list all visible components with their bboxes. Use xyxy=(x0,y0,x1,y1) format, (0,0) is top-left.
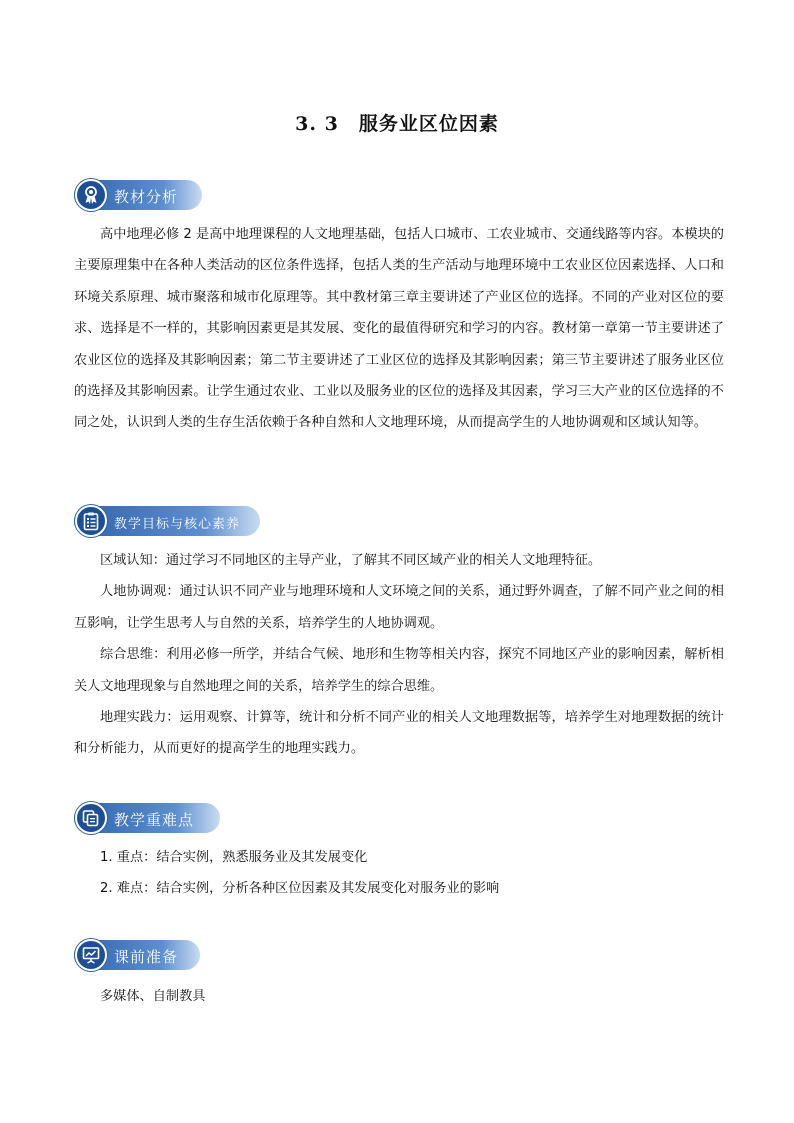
presentation-board-icon xyxy=(75,939,107,971)
section-heading-label: 教材分析 xyxy=(114,188,179,206)
section-heading-label: 教学重难点 xyxy=(114,811,195,829)
paragraph: 人地协调观：通过认识不同产业与地理环境和人文环境之间的关系，通过野外调查，了解不同产业之间的相互影响，让学生思考人与自然的关系，培养学生的人地协调观。 xyxy=(74,584,724,631)
clipboard-checklist-icon xyxy=(75,505,107,537)
section-heading xyxy=(74,803,724,837)
paragraph: 区域认知：通过学习不同地区的主导产业，了解其不同区域产业的相关人文地理特征。 xyxy=(100,553,602,568)
award-ribbon-icon xyxy=(75,179,107,211)
section-heading xyxy=(74,506,724,540)
section-badge xyxy=(74,940,200,970)
section-class-preparation xyxy=(74,940,724,1004)
section-body xyxy=(74,545,724,765)
paragraph: 多媒体、自制教具 xyxy=(100,989,206,1004)
page-title: 3. 3 服务业区位因素 xyxy=(295,113,499,135)
list-item: 1. 重点：结合实例，熟悉服务业及其发展变化 xyxy=(100,850,368,865)
section-heading-label: 课前准备 xyxy=(114,948,179,966)
section-heading xyxy=(74,180,724,214)
section-body xyxy=(74,219,724,439)
section-body xyxy=(74,981,724,1012)
section-textbook-analysis xyxy=(74,180,724,431)
section-badge xyxy=(74,180,202,210)
paragraph: 综合思维：利用必修一所学，并结合气候、地形和生物等相关内容，探究不同地区产业的影响因素，解析相关人文地理现象与自然地理之间的关系，培养学生的综合思维。 xyxy=(74,647,724,694)
section-key-difficulties xyxy=(74,803,724,897)
paragraph: 地理实践力：运用观察、计算等，统计和分析不同产业的相关人文地理数据等，培养学生对地理数据的统计和分析能力，从而更好的提高学生的地理实践力。 xyxy=(74,710,724,757)
section-body xyxy=(74,842,724,905)
list-item: 2. 难点：结合实例，分析各种区位因素及其发展变化对服务业的影响 xyxy=(100,881,500,897)
stacked-pages-icon xyxy=(75,802,107,834)
section-teaching-objectives xyxy=(74,506,724,757)
section-heading-label: 教学目标与核心素养 xyxy=(114,517,241,532)
section-heading xyxy=(74,940,724,974)
section-badge xyxy=(74,506,260,536)
section-badge xyxy=(74,803,220,833)
paragraph: 高中地理必修 2 是高中地理课程的人文地理基础，包括人口城市、工农业城市、交通线路等内容。本模块的主要原理集中在各种人类活动的区位条件选择，包括人类的生产活动与地理环境中工农业区位因素选择、人口和环境关系原理、城市聚落和城市化原理等。其中教材第三章主要讲述了产业区位的选择。不同的产业对区位的要求、选择是不一样的，其影响因素更是其发展、变化的最值得研究和学习的内容。教材第一章第一节主要讲述了农业区位的选择及其影响因素；第二节主要讲述了工业区位的选择及其影响因素；第三节主要讲述了服务业区位的选择及其影响因素。让学生通过农业、工业以及服务业的区位的选择及其因素，学习三大产业的区位选择的不同之处，认识到人类的生存生活依赖于各种自然和人文地理环境，从而提高学生的人地协调观和区域认知等。 xyxy=(74,227,724,431)
